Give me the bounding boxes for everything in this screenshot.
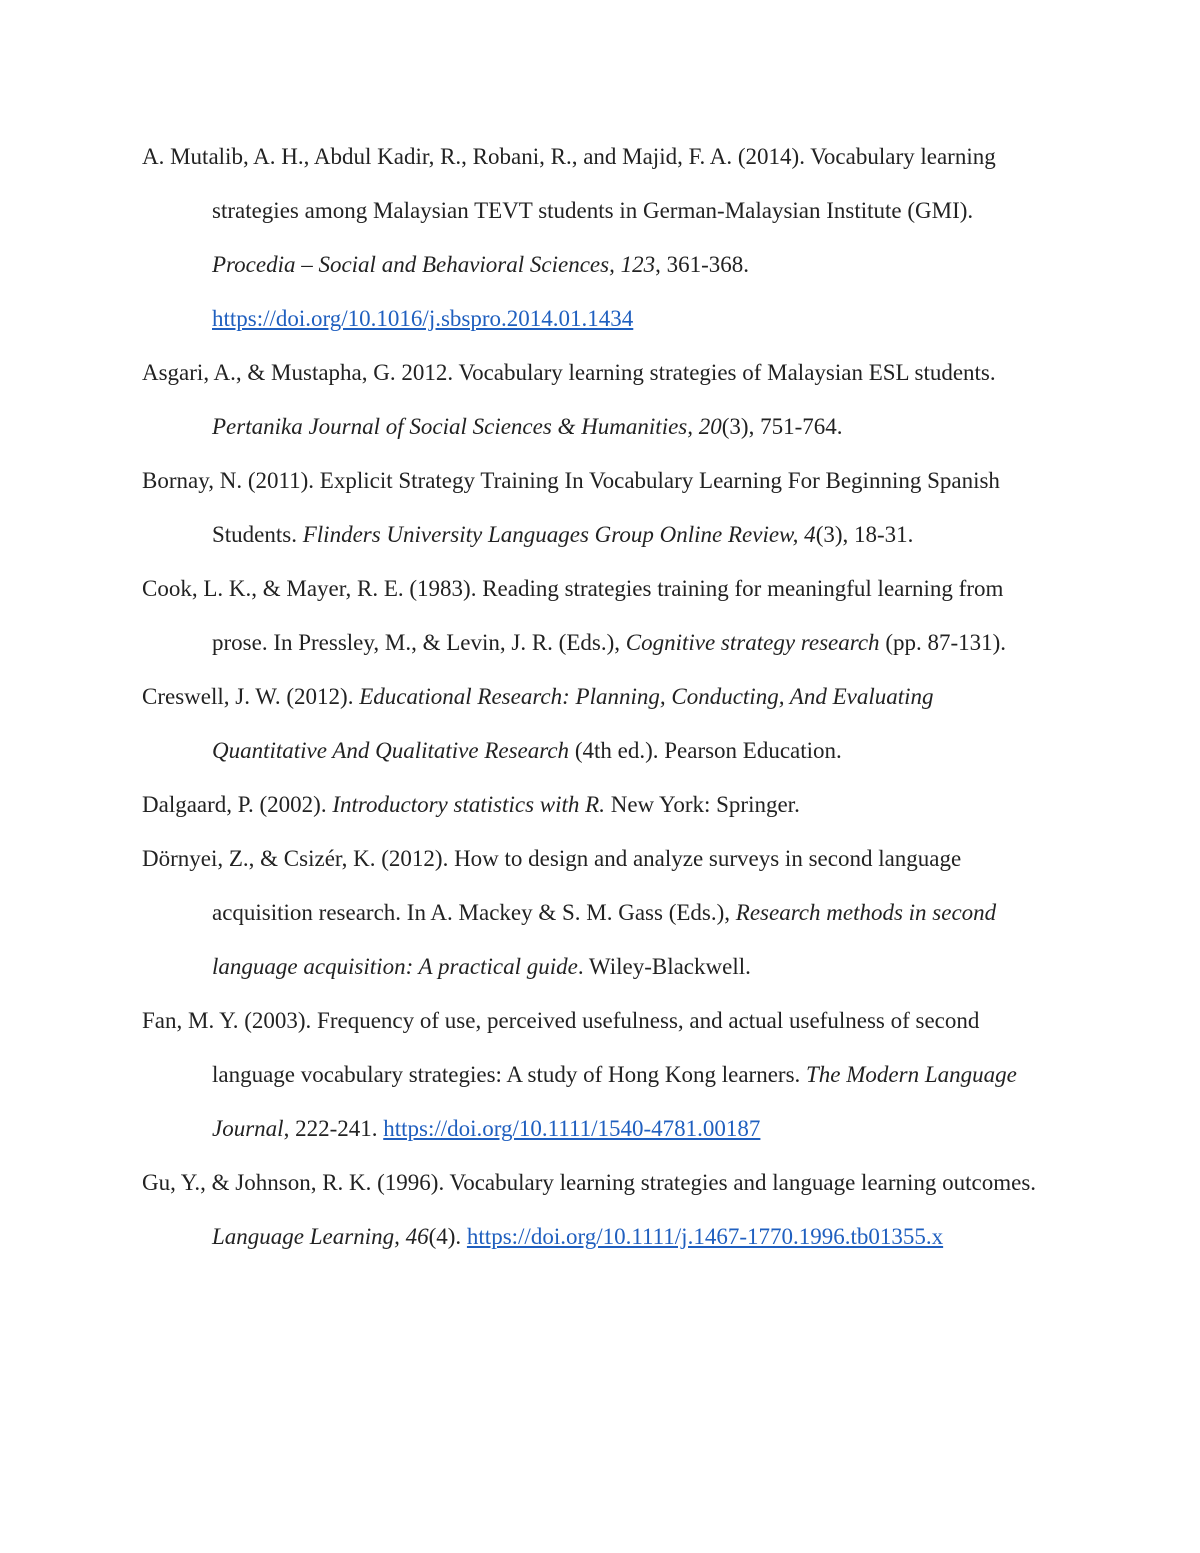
reference-text: Cook, L. K., & Mayer, R. E. (1983). Reading strategies training for meaningful learning from prose. In Pressley, M., & Levin, J. R. (Eds.),	[142, 576, 1004, 655]
reference-source-italic: The Modern Language Journal	[212, 1062, 1017, 1141]
doi-link[interactable]: https://doi.org/10.1016/j.sbspro.2014.01.1434	[212, 306, 634, 331]
reference-entry	[142, 346, 1052, 454]
reference-text: Fan, M. Y. (2003). Frequency of use, perceived usefulness, and actual usefulness of second language vocabulary strategies: A study of Hong Kong learners.	[142, 1008, 980, 1087]
reference-text: (3), 18-31.	[815, 522, 914, 547]
doi-link[interactable]: https://doi.org/10.1111/j.1467-1770.1996.tb01355.x	[466, 1224, 944, 1249]
reference-entry	[142, 130, 1052, 346]
reference-text: , 361-368.	[655, 252, 749, 277]
reference-text: (4).	[428, 1224, 467, 1249]
reference-entry	[142, 832, 1052, 994]
reference-list	[142, 130, 1052, 1264]
doi-link[interactable]: https://doi.org/10.1111/1540-4781.00187	[383, 1116, 761, 1141]
reference-text: A. Mutalib, A. H., Abdul Kadir, R., Robani, R., and Majid, F. A. (2014). Vocabulary learning strategies among Malaysian TEVT students in German-Malaysian Institute (GMI).	[142, 144, 996, 223]
reference-entry	[142, 670, 1052, 778]
reference-entry	[142, 994, 1052, 1156]
reference-entry	[142, 778, 1052, 832]
reference-text: . Wiley-Blackwell.	[577, 954, 751, 979]
reference-text: New York: Springer.	[604, 792, 800, 817]
reference-text: Bornay, N. (2011). Explicit Strategy Training In Vocabulary Learning For Beginning Spanish Students.	[142, 468, 1000, 547]
reference-text: , 222-241.	[283, 1116, 384, 1141]
reference-text: Gu, Y., & Johnson, R. K. (1996). Vocabulary learning strategies and language learning outcomes.	[142, 1170, 1037, 1195]
reference-source-italic: Pertanika Journal of Social Sciences & Humanities, 20	[212, 414, 722, 439]
reference-source-italic: Flinders University Languages Group Online Review, 4	[302, 522, 816, 547]
reference-text: (pp. 87-131).	[879, 630, 1007, 655]
reference-text: Dörnyei, Z., & Csizér, K. (2012). How to design and analyze surveys in second language acquisition research. In A. Mackey & S. M. Gass (Eds.),	[142, 846, 962, 925]
reference-source-italic: Cognitive strategy research	[625, 630, 880, 655]
reference-source-italic: Introductory statistics with R.	[332, 792, 605, 817]
reference-source-italic: Procedia – Social and Behavioral Sciences, 123	[212, 252, 656, 277]
reference-text: Dalgaard, P. (2002).	[142, 792, 333, 817]
reference-source-italic: Language Learning, 46	[212, 1224, 429, 1249]
reference-entry	[142, 1156, 1052, 1264]
reference-text: Asgari, A., & Mustapha, G. 2012. Vocabulary learning strategies of Malaysian ESL students.	[142, 360, 996, 385]
reference-text: (4th ed.). Pearson Education.	[569, 738, 842, 763]
reference-text: Creswell, J. W. (2012).	[142, 684, 360, 709]
reference-text: (3), 751-764.	[721, 414, 843, 439]
reference-source-italic: Educational Research: Planning, Conducting, And Evaluating Quantitative And Qualitative Research	[212, 684, 934, 763]
reference-source-italic: Research methods in second language acquisition: A practical guide	[212, 900, 997, 979]
reference-entry	[142, 454, 1052, 562]
reference-entry	[142, 562, 1052, 670]
